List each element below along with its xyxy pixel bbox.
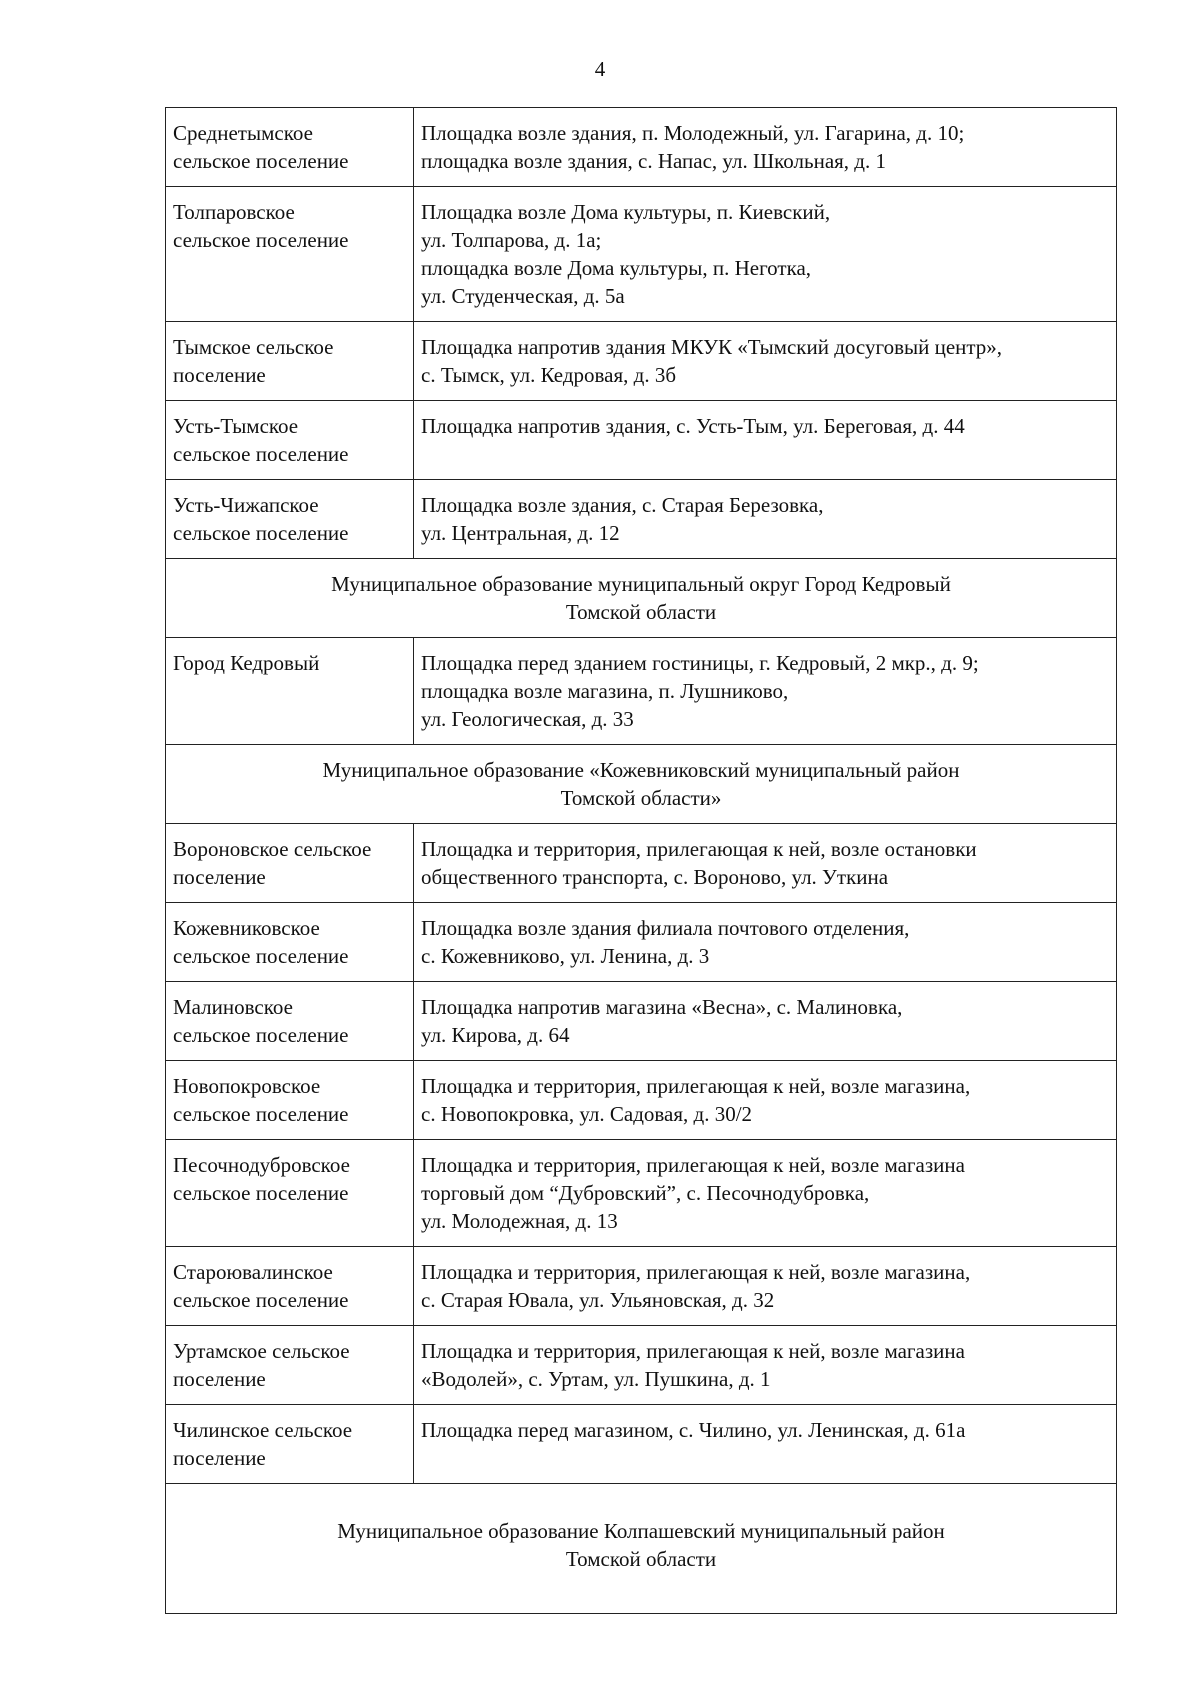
settlement-name-line: поселение [173, 1367, 266, 1391]
location-cell [414, 1326, 1117, 1405]
settlement-name-line: сельское поселение [173, 1023, 349, 1047]
locations-table [165, 107, 1117, 1614]
location-text-line: Площадка и территория, прилегающая к ней, возле магазина, [421, 1074, 971, 1098]
location-text-line: ул. Толпарова, д. 1а; [421, 228, 602, 252]
location-text-line: ул. Центральная, д. 12 [421, 521, 620, 545]
section-title-line: Муниципальное образование Колпашевский муниципальный район [337, 1519, 945, 1543]
section-title [166, 1484, 1117, 1614]
location-cell [414, 480, 1117, 559]
location-text-line: с. Кожевниково, ул. Ленина, д. 3 [421, 944, 710, 968]
settlement-name-line: Малиновское [173, 995, 293, 1019]
settlement-cell [166, 1326, 414, 1405]
location-text-line: Площадка напротив магазина «Весна», с. Малиновка, [421, 995, 903, 1019]
settlement-name-line: сельское поселение [173, 1102, 349, 1126]
section-title [166, 745, 1117, 824]
settlement-name-line: сельское поселение [173, 442, 349, 466]
location-cell [414, 982, 1117, 1061]
location-text-line: «Водолей», с. Уртам, ул. Пушкина, д. 1 [421, 1367, 771, 1391]
settlement-cell [166, 322, 414, 401]
table-row [166, 108, 1117, 187]
settlement-name-line: Уртамское сельское [173, 1339, 350, 1363]
table-row [166, 1405, 1117, 1484]
location-cell [414, 1061, 1117, 1140]
settlement-name-line: сельское поселение [173, 944, 349, 968]
section-title-line: Томской области» [560, 786, 722, 810]
settlement-name-line: поселение [173, 363, 266, 387]
settlement-cell [166, 480, 414, 559]
table-row [166, 322, 1117, 401]
settlement-name-line: Усть-Чижапское [173, 493, 319, 517]
settlement-cell [166, 1405, 414, 1484]
location-text-line: Площадка напротив здания, с. Усть-Тым, ул. Береговая, д. 44 [421, 414, 965, 438]
location-cell [414, 1140, 1117, 1247]
page-number: 4 [594, 57, 606, 81]
settlement-name-line: Чилинское сельское [173, 1418, 353, 1442]
location-cell [414, 638, 1117, 745]
location-text-line: Площадка возле Дома культуры, п. Киевский, [421, 200, 831, 224]
location-text-line: ул. Геологическая, д. 33 [421, 707, 634, 731]
section-title-line: Муниципальное образование муниципальный округ Город Кедровый [331, 572, 951, 596]
settlement-name-line: Песочнодубровское [173, 1153, 350, 1177]
location-cell [414, 1405, 1117, 1484]
settlement-name-line: Новопокровское [173, 1074, 321, 1098]
settlement-name-line: Толпаровское [173, 200, 295, 224]
location-text-line: Площадка перед магазином, с. Чилино, ул. Ленинская, д. 61а [421, 1418, 966, 1442]
settlement-name-line: сельское поселение [173, 1181, 349, 1205]
location-text-line: с. Новопокровка, ул. Садовая, д. 30/2 [421, 1102, 753, 1126]
location-text-line: ул. Молодежная, д. 13 [421, 1209, 618, 1233]
location-text-line: Площадка и территория, прилегающая к ней, возле остановки [421, 837, 977, 861]
settlement-cell [166, 638, 414, 745]
settlement-cell [166, 903, 414, 982]
location-text-line: Площадка возле здания филиала почтового отделения, [421, 916, 910, 940]
settlement-cell [166, 108, 414, 187]
location-cell [414, 108, 1117, 187]
settlement-name-line: поселение [173, 1446, 266, 1470]
location-text-line: Площадка напротив здания МКУК «Тымский досуговый центр», [421, 335, 1003, 359]
section-title-line: Муниципальное образование «Кожевниковский муниципальный район [322, 758, 960, 782]
table-row [166, 638, 1117, 745]
table-row [166, 982, 1117, 1061]
table-row [166, 1247, 1117, 1326]
location-text-line: ул. Кирова, д. 64 [421, 1023, 570, 1047]
section-header-row [166, 745, 1117, 824]
settlement-name-line: Усть-Тымское [173, 414, 299, 438]
section-title-line: Томской области [565, 600, 717, 624]
settlement-name-line: сельское поселение [173, 149, 349, 173]
settlement-cell [166, 401, 414, 480]
settlement-cell [166, 982, 414, 1061]
location-text-line: Площадка возле здания, п. Молодежный, ул. Гагарина, д. 10; [421, 121, 965, 145]
settlement-name-line: сельское поселение [173, 521, 349, 545]
table-body [166, 108, 1117, 1614]
table-row [166, 903, 1117, 982]
location-text-line: площадка возле Дома культуры, п. Неготка, [421, 256, 812, 280]
location-cell [414, 401, 1117, 480]
settlement-name-line: Староювалинское [173, 1260, 333, 1284]
location-text-line: площадка возле здания, с. Напас, ул. Школьная, д. 1 [421, 149, 886, 173]
location-cell [414, 824, 1117, 903]
location-text-line: Площадка возле здания, с. Старая Березовка, [421, 493, 824, 517]
section-header-row [166, 1484, 1117, 1614]
settlement-name-line: Кожевниковское [173, 916, 320, 940]
location-text-line: Площадка и территория, прилегающая к ней, возле магазина [421, 1153, 965, 1177]
location-text-line: ул. Студенческая, д. 5а [421, 284, 625, 308]
location-text-line: торговый дом “Дубровский”, с. Песочнодубровка, [421, 1181, 870, 1205]
location-text-line: с. Тымск, ул. Кедровая, д. 3б [421, 363, 677, 387]
settlement-name-line: Город Кедровый [173, 651, 320, 675]
settlement-name-line: Среднетымское [173, 121, 313, 145]
location-text-line: с. Старая Ювала, ул. Ульяновская, д. 32 [421, 1288, 775, 1312]
section-title [166, 559, 1117, 638]
location-text-line: общественного транспорта, с. Вороново, ул. Уткина [421, 865, 889, 889]
table-row [166, 1061, 1117, 1140]
location-cell [414, 1247, 1117, 1326]
location-text-line: Площадка перед зданием гостиницы, г. Кедровый, 2 мкр., д. 9; [421, 651, 979, 675]
settlement-cell [166, 1061, 414, 1140]
settlement-cell [166, 1247, 414, 1326]
table-row [166, 187, 1117, 322]
table-row [166, 1140, 1117, 1247]
location-cell [414, 322, 1117, 401]
settlement-name-line: Тымское сельское [173, 335, 334, 359]
section-header-row [166, 559, 1117, 638]
settlement-name-line: Вороновское сельское [173, 837, 372, 861]
settlement-cell [166, 824, 414, 903]
settlement-name-line: сельское поселение [173, 228, 349, 252]
table-row [166, 824, 1117, 903]
location-cell [414, 903, 1117, 982]
table-row [166, 480, 1117, 559]
table-row [166, 1326, 1117, 1405]
settlement-cell [166, 187, 414, 322]
section-title-line: Томской области [565, 1547, 717, 1571]
location-cell [414, 187, 1117, 322]
location-text-line: Площадка и территория, прилегающая к ней, возле магазина, [421, 1260, 971, 1284]
settlement-name-line: поселение [173, 865, 266, 889]
settlement-name-line: сельское поселение [173, 1288, 349, 1312]
table-row [166, 401, 1117, 480]
settlement-cell [166, 1140, 414, 1247]
location-text-line: площадка возле магазина, п. Лушниково, [421, 679, 789, 703]
location-text-line: Площадка и территория, прилегающая к ней, возле магазина [421, 1339, 965, 1363]
